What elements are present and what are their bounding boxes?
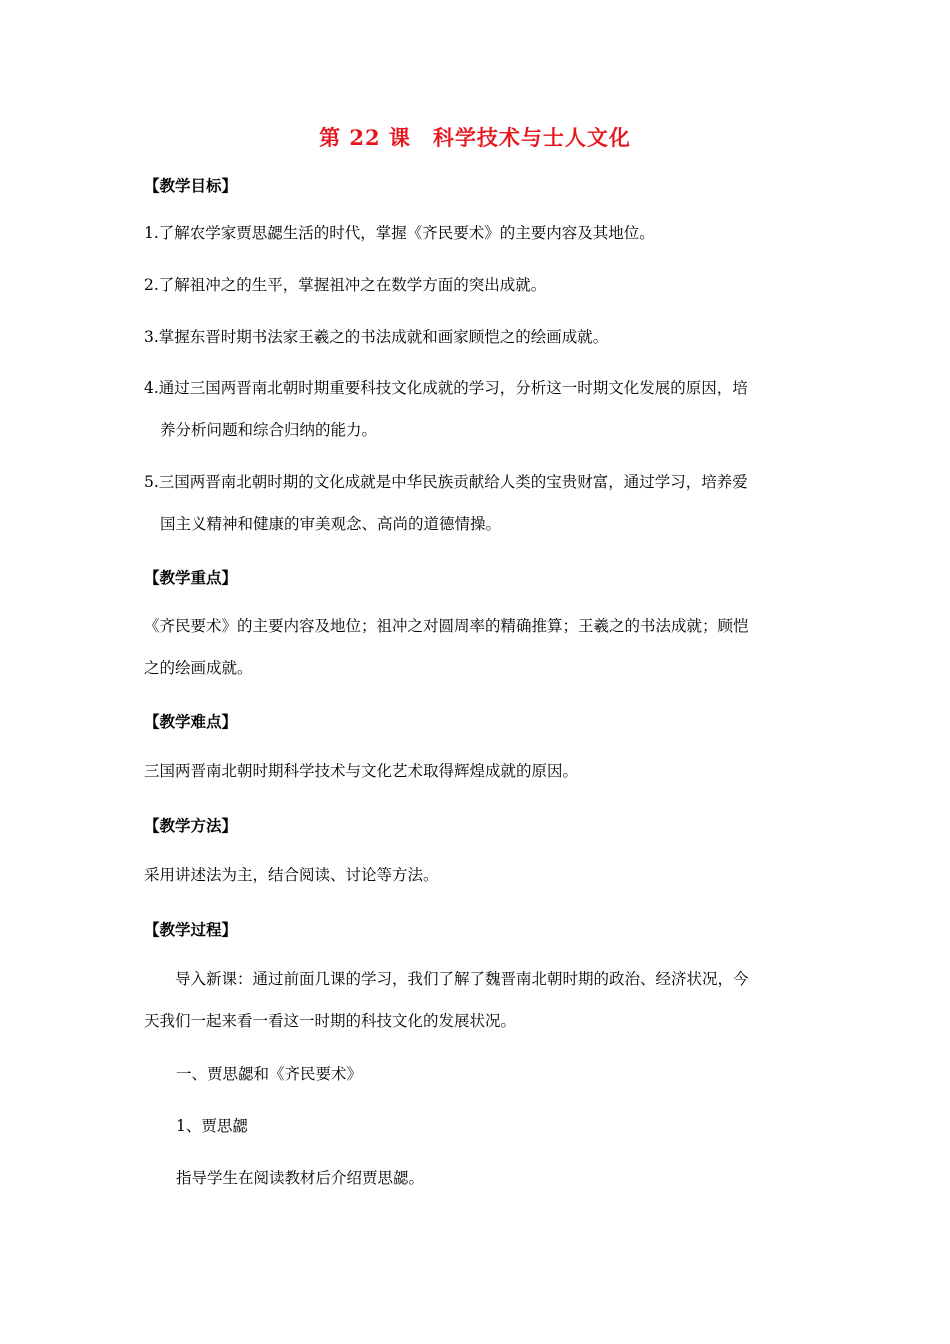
key-points-text: 《齐民要术》的主要内容及地位；祖冲之对圆周率的精确推算；王羲之的书法成就；顾恺 之的绘画成就。: [144, 617, 749, 677]
objective-item-5: 5.三国两晋南北朝时期的文化成就是中华民族贡献给人类的宝贵财富，通过学习，培养爱 国主义精神和健康的审美观念、高尚的道德情操。: [144, 473, 748, 533]
objective-item-2: 2.了解祖冲之的生平，掌握祖冲之在数学方面的突出成就。: [144, 276, 547, 294]
method-heading: 【教学方法】: [144, 816, 238, 835]
difficulty-heading: 【教学难点】: [144, 712, 238, 731]
part1-title: 一、贾思勰和《齐民要术》: [176, 1065, 363, 1083]
process-heading: 【教学过程】: [144, 920, 238, 939]
objectives-heading: 【教学目标】: [144, 176, 238, 195]
lesson-topic: 科学技术与士人文化: [432, 125, 631, 150]
part1-sub1: 1、贾思勰: [176, 1117, 248, 1135]
objective-item-3: 3.掌握东晋时期书法家王羲之的书法成就和画家顾恺之的绘画成就。: [144, 328, 609, 346]
objective-item-1: 1.了解农学家贾思勰生活的时代，掌握《齐民要术》的主要内容及其地位。: [144, 224, 655, 242]
method-text: 采用讲述法为主，结合阅读、讨论等方法。: [144, 866, 439, 884]
part1-sub1-text: 指导学生在阅读教材后介绍贾思勰。: [176, 1169, 425, 1187]
key-points-heading: 【教学重点】: [144, 568, 238, 587]
lesson-number: 第 22 课: [319, 125, 411, 150]
lesson-title: [0, 122, 950, 152]
difficulty-text: 三国两晋南北朝时期科学技术与文化艺术取得辉煌成就的原因。: [144, 762, 579, 780]
objective-item-4: 4.通过三国两晋南北朝时期重要科技文化成就的学习，分析这一时期文化发展的原因，培 养分析问题和综合归纳的能力。: [144, 379, 748, 439]
intro-paragraph: 导入新课：通过前面几课的学习，我们了解了魏晋南北朝时期的政治、经济状况，今 天我们一起来看一看这一时期的科技文化的发展状况。: [144, 970, 749, 1030]
